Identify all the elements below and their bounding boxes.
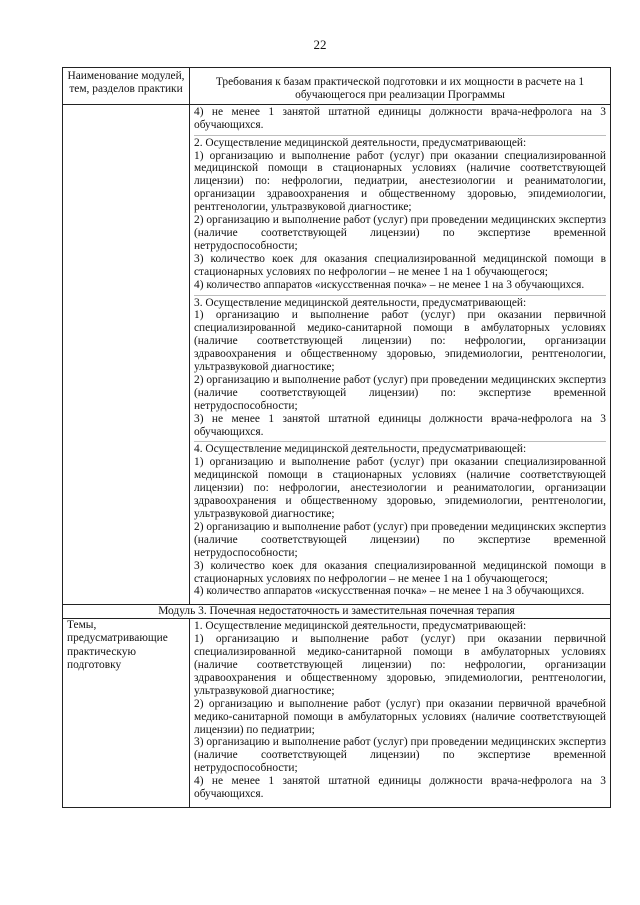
requirement-item: 2) организацию и выполнение работ (услуг) при проведении медицинских экспертиз (наличие соответствующей лицензии) по экспертизе временной нетрудоспособности; <box>194 214 606 252</box>
requirement-item: 3) не менее 1 занятой штатной единицы должности врача-нефролога на 3 обучающихся. <box>194 412 606 438</box>
requirement-block <box>194 296 606 443</box>
requirement-item: 1) организацию и выполнение работ (услуг) при оказании первичной специализированной медико-санитарной помощи в амбулаторных условиях (наличие соответствующей лицензии) по: нефрологии, организации здравоохранения и общественному здоровью, эпидемиологии, рентгенологии, ультразвуковой диагностике; <box>194 309 606 374</box>
requirement-item: 4) не менее 1 занятой штатной единицы должности врача-нефролога на 3 обучающихся. <box>194 105 606 131</box>
block-title: 4. Осуществление медицинской деятельности, предусматривающей: <box>194 443 527 456</box>
block-title: 2. Осуществление медицинской деятельности, предусматривающей: <box>194 136 527 149</box>
requirement-item: 2) организацию и выполнение работ (услуг) при проведении медицинских экспертиз (наличие соответствующей лицензии) по: экспертизе временной нетрудоспособности; <box>194 373 606 412</box>
header-col-modules: Наименование модулей, тем, разделов практики <box>63 68 190 105</box>
page-number: 22 <box>313 37 327 52</box>
header-col-requirements: Требования к базам практической подготовки и их мощности в расчете на 1 обучающегося при реализации Программы <box>190 68 611 105</box>
requirement-block <box>194 619 606 804</box>
requirement-item: 1) организацию и выполнение работ (услуг) при оказании специализированной медицинской помощи в стационарных условиях (наличие соответствующей лицензии) по: нефрологии, педиатрии, анестезиологии и реаниматологии, организации здравоохранения и общественному здоровью, эпидемиологии, рентгенологии, ультразвуковой диагностике; <box>194 149 606 214</box>
requirement-item: 4) количество аппаратов «искусственная почка» – не менее 1 на 3 обучающихся. <box>194 585 585 598</box>
requirement-block <box>194 105 606 136</box>
requirement-item: 4) количество аппаратов «искусственная почка» – не менее 1 на 3 обучающихся. <box>194 278 585 291</box>
topics-row <box>63 619 611 808</box>
requirement-item: 4) не менее 1 занятой штатной единицы должности врача-нефролога на 3 обучающихся. <box>194 775 606 801</box>
topics-right-cell <box>190 619 611 808</box>
continuation-right-cell <box>190 104 611 605</box>
requirement-item: 3) организацию и выполнение работ (услуг) при проведении медицинских экспертиз (наличие соответствующей лицензии) по экспертизе временной нетрудоспособности; <box>194 736 606 775</box>
block-title: 3. Осуществление медицинской деятельности, предусматривающей: <box>194 296 527 309</box>
requirement-item: 2) организацию и выполнение работ (услуг) при проведении медицинских экспертиз (наличие соответствующей лицензии) по экспертизе временной нетрудоспособности; <box>194 520 606 559</box>
block-title: 1. Осуществление медицинской деятельности, предусматривающей: <box>194 620 527 633</box>
requirement-item: 2) организацию и выполнение работ (услуг) при оказании первичной врачебной медико-санитарной помощи в амбулаторных условиях (наличие соответствующей лицензии) по педиатрии; <box>194 697 606 736</box>
module-row <box>63 605 611 619</box>
continuation-row <box>63 104 611 605</box>
requirement-item: 1) организацию и выполнение работ (услуг) при оказании первичной специализированной медико-санитарной помощи в амбулаторных условиях (наличие соответствующей лицензии) по: нефрологии, организации здравоохранения и общественному здоровью, эпидемиологии, рентгенологии, ультразвуковой диагностике; <box>194 633 606 697</box>
requirement-item: 1) организацию и выполнение работ (услуг) при оказании специализированной медицинской помощи в стационарных условиях (наличие соответствующей лицензии) по: нефрологии, анестезиологии и реаниматологии, организации здравоохранения и общественному здоровью, эпидемиологии, рентгенологии, ультразвуковой диагностике; <box>194 456 606 520</box>
requirement-item: 3) количество коек для оказания специализированной медицинской помощи в стационарных условиях по нефрологии – не менее 1 на 1 обучающегося; <box>194 252 606 278</box>
module-title: Модуль 3. Почечная недостаточность и заместительная почечная терапия <box>63 605 611 619</box>
requirement-item: 3) количество коек для оказания специализированной медицинской помощи в стационарных условиях по нефрологии – не менее 1 на 1 обучающегося; <box>194 559 606 585</box>
requirement-block <box>194 136 606 296</box>
table-header-row <box>63 68 611 105</box>
topics-label: Темы, предусматривающие практическую подготовку <box>63 619 190 808</box>
continuation-left-cell <box>63 104 190 605</box>
requirement-block <box>194 442 606 601</box>
requirements-table <box>62 67 611 808</box>
